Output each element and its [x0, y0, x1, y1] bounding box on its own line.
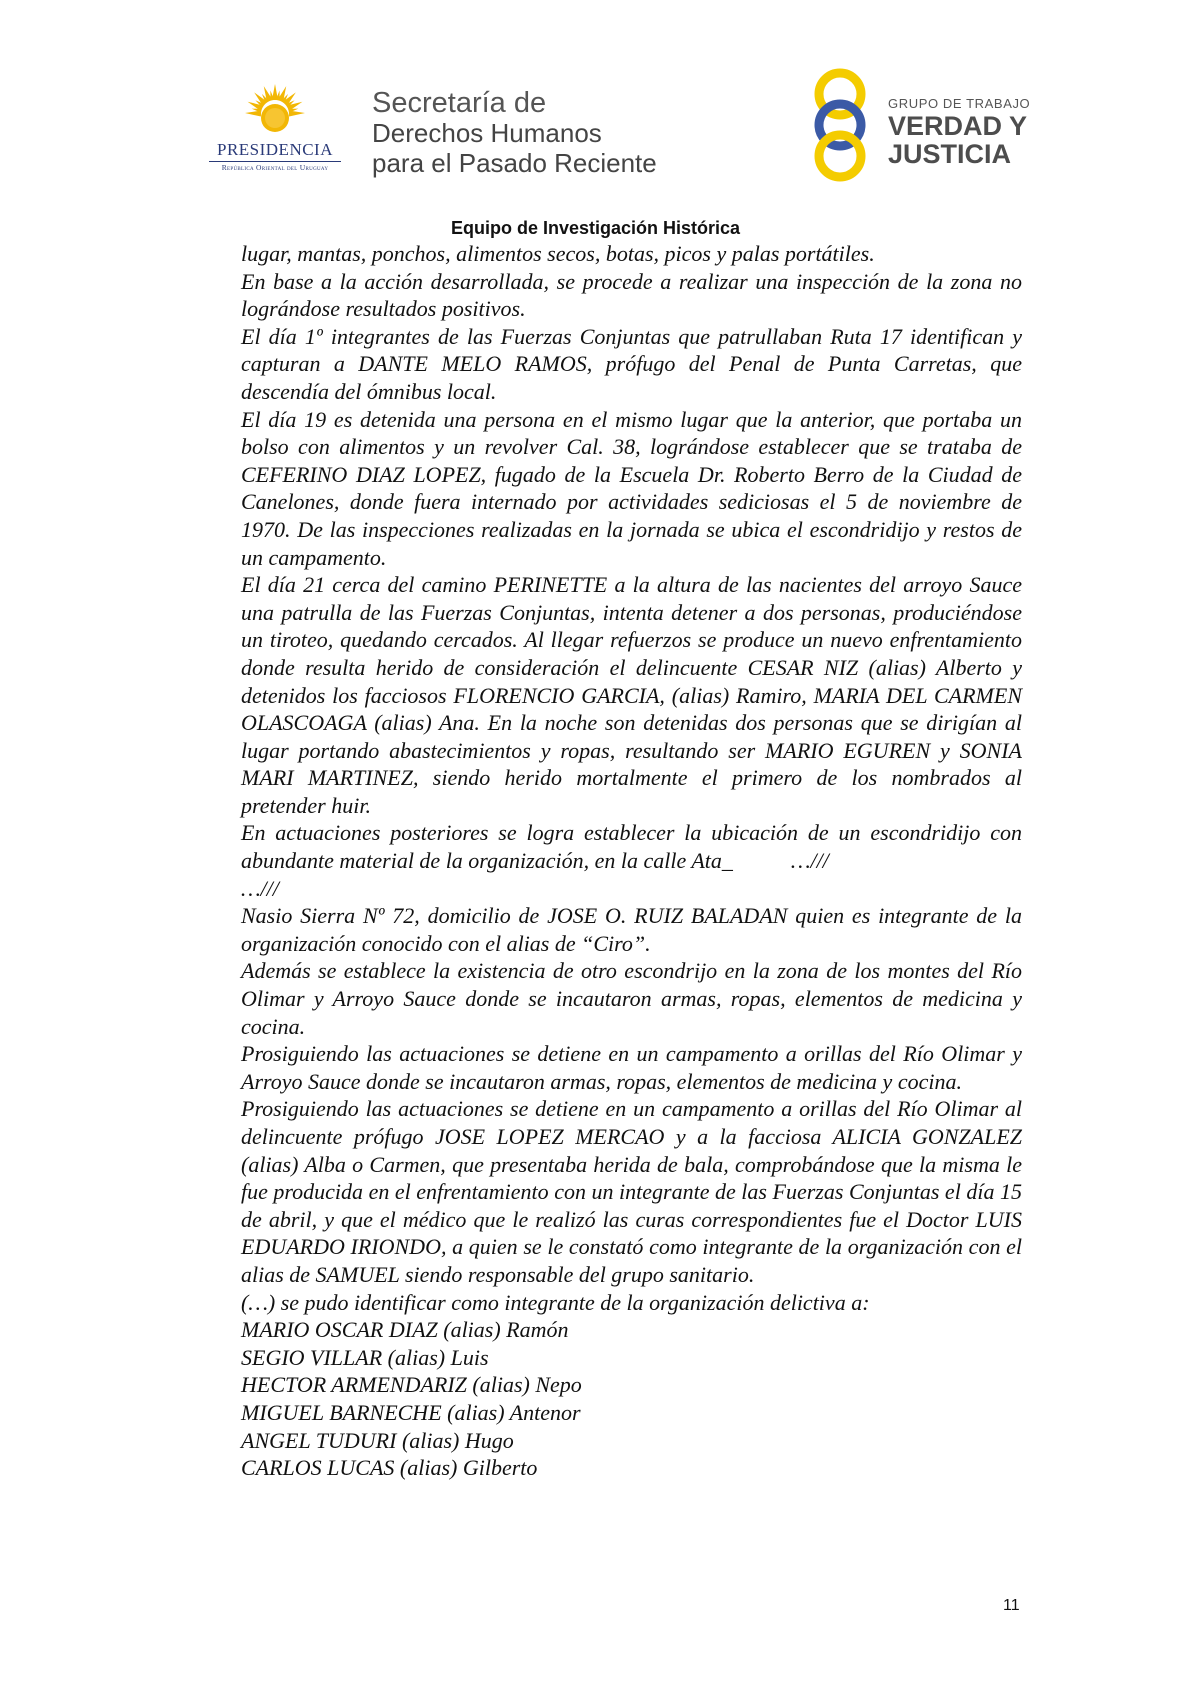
paragraph: En base a la acción desarrollada, se procede a realizar una inspección de la zona no lográndose resultados positivos.: [241, 268, 1022, 322]
continuation-mark: …///: [241, 875, 279, 901]
paragraph: (…) se pudo identificar como integrante de la organización delictiva a:: [241, 1289, 870, 1315]
name-list-item: SEGIO VILLAR (alias) Luis: [241, 1344, 489, 1370]
secretaria-line1: Secretaría de: [372, 87, 547, 119]
paragraph: El día 1º integrantes de las Fuerzas Conjuntas que patrullaban Ruta 17 identifican y capturan a DANTE MELO RAMOS, prófugo del Penal de Punta Carretas, que descendía del ómnibus local.: [241, 323, 1022, 404]
paragraph: Prosiguiendo las actuaciones se detiene en un campamento a orillas del Río Olimar y Arroyo Sauce donde se incautaron armas, ropas, elementos de medicina y cocina.: [241, 1041, 1022, 1094]
secretaria-line2: Derechos Humanos: [372, 118, 602, 148]
name-list-item: CARLOS LUCAS (alias) Gilberto: [241, 1455, 538, 1481]
divider: [209, 161, 341, 162]
secretaria-line3: para el Pasado Reciente: [372, 148, 657, 178]
paragraph: El día 21 cerca del camino PERINETTE a la altura de las nacientes del arroyo Sauce una patrulla de las Fuerzas Conjuntas, intenta detener a dos personas, produciéndose un tiroteo, quedando cercados. Al llegar refuerzos se produce un nuevo enfrentamiento donde resulta herido de consideración el delincuente CESAR NIZ (alias) Alberto y detenidos los facciosos FLORENCIO GARCIA, (alias) Ramiro, MARIA DEL CARMEN OLASCOAGA (alias) Ana. En la noche son detenidas dos personas que se dirigían al lugar portando abastecimientos y ropas, resultando ser MARIO EGUREN y SONIA MARI MARTINEZ, siendo herido mortalmente el primero de los nombrados al pretender huir.: [241, 572, 1022, 818]
name-list-item: MARIO OSCAR DIAZ (alias) Ramón: [241, 1317, 569, 1343]
republica-text: República Oriental del Uruguay: [221, 163, 329, 172]
grupo-line3: JUSTICIA: [888, 139, 1012, 169]
name-list-item: HECTOR ARMENDARIZ (alias) Nepo: [241, 1372, 582, 1398]
paragraph: Además se establece la existencia de otro escondrijo en la zona de los montes del Río Olimar y Arroyo Sauce donde se incautaron armas, ropas, elementos de medicina y cocina.: [241, 958, 1022, 1039]
grupo-trabajo-title: [888, 96, 1030, 168]
grupo-line1: GRUPO DE TRABAJO: [888, 96, 1031, 111]
secretaria-title: [372, 88, 657, 178]
paragraph-text: En actuaciones posteriores se logra establecer la ubicación de un escondridijo con abundante material de la organización, en la calle Ata_: [241, 820, 1022, 874]
continuation-mark: …///: [790, 848, 829, 874]
paragraph: Prosiguiendo las actuaciones se detiene en un campamento a orillas del Río Olimar al delincuente prófugo JOSE LOPEZ MERCAO y a la facciosa ALICIA GONZALEZ (alias) Alba o Carmen, que presentaba herida de bala, comprobándose que la misma le fue producida en el enfrentamiento con un integrante de las Fuerzas Conjuntas el día 15 de abril, y que el médico que le realizó las curas correspondientes fue el Doctor LUIS EDUARDO IRIONDO, a quien se le constató como integrante de la organización con el alias de SAMUEL siendo responsable del grupo sanitario.: [241, 1096, 1022, 1287]
paragraph: [241, 819, 1022, 874]
name-list-item: ANGEL TUDURI (alias) Hugo: [241, 1427, 514, 1453]
presidencia-text: PRESIDENCIA: [216, 140, 333, 159]
document-body: [241, 240, 1022, 1482]
name-list-item: MIGUEL BARNECHE (alias) Antenor: [241, 1399, 581, 1425]
team-heading: Equipo de Investigación Histórica: [450, 218, 741, 238]
sun-emblem-icon: [233, 78, 317, 140]
page-number: 11: [1003, 1597, 1020, 1614]
paragraph: lugar, mantas, ponchos, alimentos secos, botas, picos y palas portátiles.: [241, 241, 875, 266]
grupo-line2: VERDAD Y: [888, 111, 1028, 141]
paragraph: Nasio Sierra Nº 72, domicilio de JOSE O. RUIZ BALADAN quien es integrante de la organización conocido con el alias de “Ciro”.: [241, 903, 1022, 956]
paragraph: El día 19 es detenida una persona en el mismo lugar que la anterior, que portaba un bolso con alimentos y un revolver Cal. 38, lográndose establecer que se trataba de CEFERINO DIAZ LOPEZ, fugado de la Escuela Dr. Roberto Berro de la Ciudad de Canelones, donde fuera internado por actividades sediciosas el 5 de noviembre de 1970. De las inspecciones realizadas en la jornada se ubica el escondridijo y restos de un campamento.: [241, 406, 1022, 570]
presidencia-logo: [195, 78, 355, 178]
